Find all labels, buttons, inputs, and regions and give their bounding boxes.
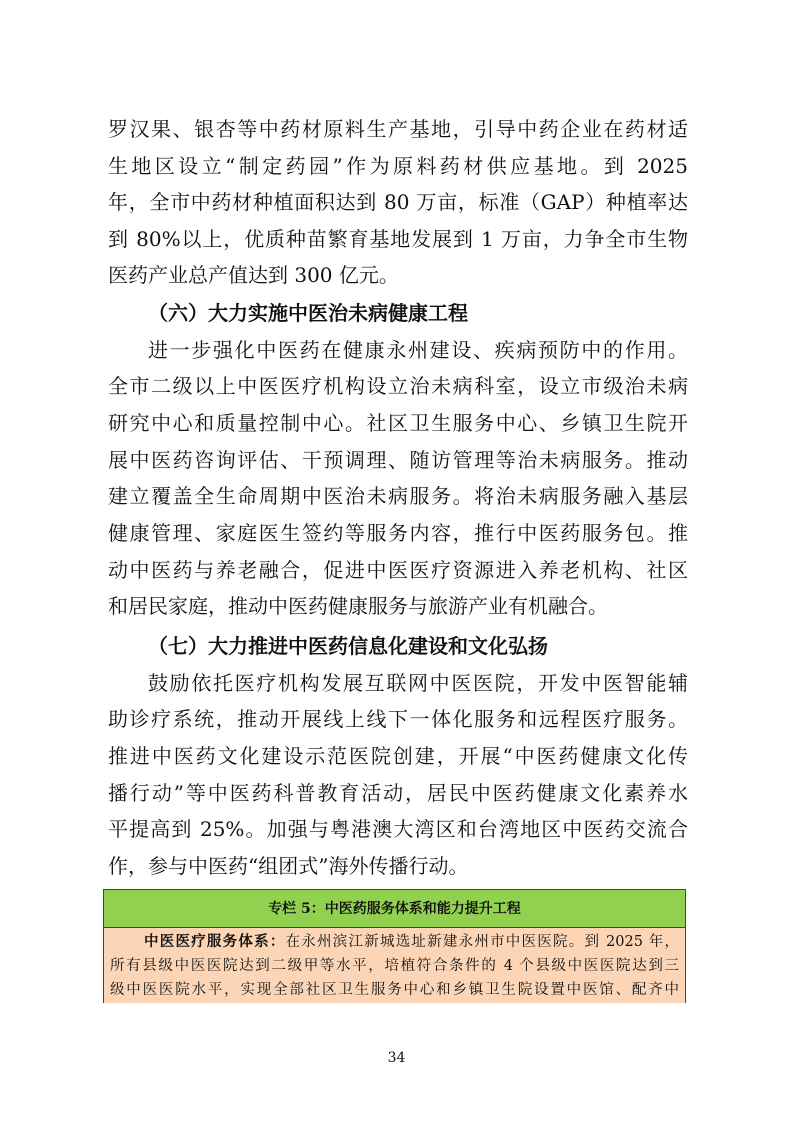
special-column-body (104, 928, 685, 1003)
paragraph-line: 全市二级以上中医医疗机构设立治未病科室，设立市级治未病 (108, 374, 688, 398)
paragraph-line: 到 80%以上，优质种苗繁育基地发展到 1 万亩，力争全市生物 (108, 227, 688, 251)
special-column-line (144, 930, 679, 954)
special-column-line: 级中医医院水平，实现全部社区卫生服务中心和乡镇卫生院设置中医馆、配齐中 (110, 982, 679, 998)
paragraph-line: 展中医药咨询评估、干预调理、随访管理等治未病服务。推动 (108, 448, 688, 472)
paragraph-line: 建立覆盖全生命周期中医治未病服务。将治未病服务融入基层 (108, 484, 688, 508)
special-column-line: 所有县级中医医院达到二级甲等水平，培植符合条件的 4 个县级中医医院达到三 (110, 958, 679, 974)
special-column-text: 在永州滨江新城选址新建永州市中医医院。到 2025 年， (285, 934, 679, 950)
paragraph-line: 鼓励依托医疗机构发展互联网中医医院，开发中医智能辅 (148, 671, 688, 695)
paragraph-line: 助诊疗系统，推动开展线上线下一体化服务和远程医疗服务。 (108, 707, 688, 731)
special-column-lead: 中医医疗服务体系： (144, 933, 286, 950)
special-column-box (103, 889, 686, 1003)
paragraph-line: 平提高到 25%。加强与粤港澳大湾区和台湾地区中医药交流合 (108, 817, 688, 841)
paragraph-line: 播行动”等中医药科普教育活动，居民中医药健康文化素养水 (108, 781, 688, 805)
paragraph-line: 医药产业总产值达到 300 亿元。 (108, 263, 399, 287)
paragraph-line: 生地区设立“制定药园”作为原料药材供应基地。到 2025 (108, 154, 688, 178)
paragraph-line: 健康管理、家庭医生签约等服务内容，推行中医药服务包。推 (108, 521, 688, 545)
paragraph-line: 罗汉果、银杏等中药材原料生产基地，引导中药企业在药材适 (108, 117, 688, 141)
paragraph-line: 进一步强化中医药在健康永州建设、疾病预防中的作用。 (148, 338, 688, 362)
paragraph-line: 动中医药与养老融合，促进中医医疗资源进入养老机构、社区 (108, 558, 688, 582)
paragraph-line: 推进中医药文化建设示范医院创建，开展“中医药健康文化传 (108, 744, 688, 768)
paragraph-line: 作，参与中医药“组团式”海外传播行动。 (108, 854, 469, 878)
special-column-title: 专栏 5：中医药服务体系和能力提升工程 (104, 890, 685, 928)
section-heading-6: （六）大力实施中医治未病健康工程 (148, 301, 468, 325)
page-number: 34 (387, 1050, 406, 1066)
section-heading-7: （七）大力推进中医药信息化建设和文化弘扬 (148, 634, 548, 658)
paragraph-line: 年，全市中药材种植面积达到 80 万亩，标准（GAP）种植率达 (108, 190, 688, 214)
paragraph-line: 和居民家庭，推动中医药健康服务与旅游产业有机融合。 (108, 594, 608, 618)
paragraph-line: 研究中心和质量控制中心。社区卫生服务中心、乡镇卫生院开 (108, 411, 688, 435)
